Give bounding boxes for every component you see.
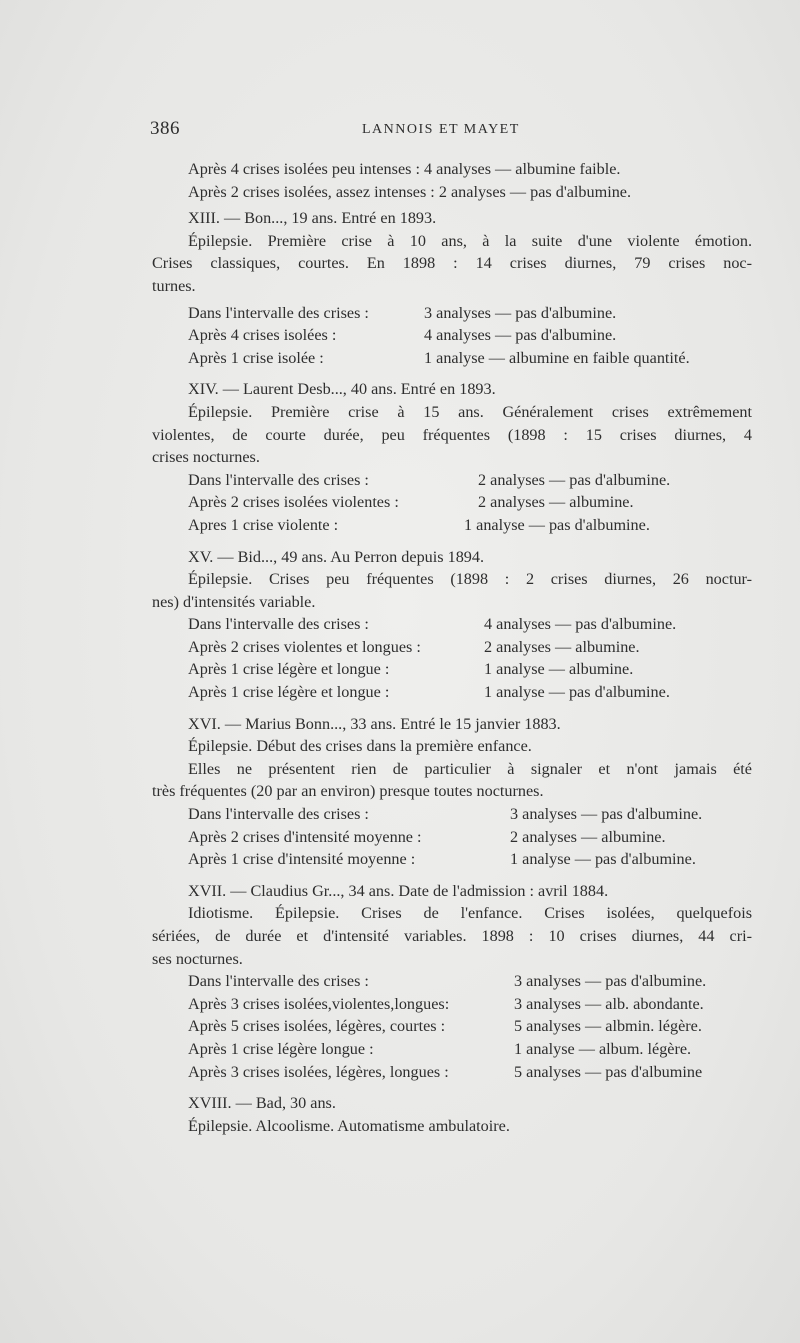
text-line: Épilepsie. Crises peu fréquentes (1898 : 2 crises diurnes, 26 noctur- <box>188 570 752 589</box>
analysis-label: Dans l'intervalle des crises : <box>188 972 369 991</box>
analysis-row <box>152 826 752 849</box>
analysis-label: Dans l'intervalle des crises : <box>188 303 369 322</box>
text-line: turnes. <box>152 276 196 295</box>
analysis-label: Après 1 crise isolée : <box>188 348 324 367</box>
analysis-row <box>152 1015 752 1038</box>
analysis-row <box>152 347 752 370</box>
analysis-row <box>152 681 752 704</box>
analysis-result: 3 analyses — alb. abondante. <box>514 994 704 1013</box>
analysis-label: Dans l'intervalle des crises : <box>188 805 369 824</box>
analysis-label: Après 2 crises isolées violentes : <box>188 493 399 512</box>
analysis-label: Après 1 crise légère et longue : <box>188 660 390 679</box>
analysis-label: Après 3 crises isolées,violentes,longues: <box>188 994 450 1013</box>
analysis-row <box>152 993 752 1016</box>
text-line: crises nocturnes. <box>152 448 260 467</box>
analysis-result: 4 analyses — pas d'albumine. <box>424 326 617 345</box>
analysis-result: 3 analyses — pas d'albumine. <box>514 972 707 991</box>
analysis-label: Après 1 crise légère et longue : <box>188 683 390 702</box>
analysis-label: Dans l'intervalle des crises : <box>188 470 369 489</box>
text-line: Épilepsie. Première crise à 10 ans, à la suite d'une violente émotion. <box>188 231 752 250</box>
analysis-row <box>152 324 752 347</box>
analysis-label: Après 4 crises isolées : <box>188 326 337 345</box>
text-line: très fréquentes (20 par an environ) presque toutes nocturnes. <box>152 782 544 801</box>
analysis-label: Après 3 crises isolées, légères, longues : <box>188 1062 449 1081</box>
analysis-row <box>152 848 752 871</box>
analysis-label: Après 2 crises d'intensité moyenne : <box>188 827 422 846</box>
analysis-result: 2 analyses — pas d'albumine. <box>478 470 671 489</box>
analysis-result: 1 analyse — pas d'albumine. <box>464 515 650 534</box>
text-line: violentes, de courte durée, peu fréquentes (1898 : 15 crises diurnes, 4 <box>152 425 752 444</box>
analysis-result: 4 analyses — pas d'albumine. <box>484 615 677 634</box>
analysis-label: Après 1 crise d'intensité moyenne : <box>188 850 416 869</box>
analysis-row <box>152 803 752 826</box>
case-heading: XIII. — Bon..., 19 ans. Entré en 1893. <box>188 209 437 228</box>
case-heading: XV. — Bid..., 49 ans. Au Perron depuis 1894. <box>188 547 485 566</box>
analysis-result: 1 analyse — album. légère. <box>514 1039 692 1058</box>
analysis-label: Apres 1 crise violente : <box>188 515 339 534</box>
analysis-row <box>152 613 752 636</box>
analysis-label: Dans l'intervalle des crises : <box>188 615 369 634</box>
text-line: ses nocturnes. <box>152 949 243 968</box>
text-line: Après 2 crises isolées, assez intenses : 2 analyses — pas d'albumine. <box>188 182 632 201</box>
analysis-row <box>152 514 752 537</box>
analysis-result: 1 analyse — pas d'albumine. <box>510 850 696 869</box>
analysis-result: 2 analyses — albumine. <box>484 637 640 656</box>
text-line: Elles ne présentent rien de particulier à signaler et n'ont jamais été <box>188 759 752 778</box>
case-heading: XIV. — Laurent Desb..., 40 ans. Entré en 1893. <box>188 380 496 399</box>
analysis-result: 2 analyses — albumine. <box>478 493 634 512</box>
analysis-row <box>152 658 752 681</box>
analysis-result: 5 analyses — pas d'albumine <box>514 1062 703 1081</box>
text-line: nes) d'intensités variable. <box>152 592 316 611</box>
analysis-result: 2 analyses — albumine. <box>510 827 666 846</box>
analysis-row <box>152 491 752 514</box>
analysis-row <box>152 636 752 659</box>
analysis-result: 1 analyse — pas d'albumine. <box>484 683 670 702</box>
analysis-label: Après 1 crise légère longue : <box>188 1039 374 1058</box>
case-heading: XVI. — Marius Bonn..., 33 ans. Entré le 15 janvier 1883. <box>188 714 561 733</box>
page-body <box>152 158 752 1137</box>
page-number: 386 <box>150 118 180 139</box>
analysis-row <box>152 1038 752 1061</box>
case-heading: XVIII. — Bad, 30 ans. <box>188 1094 336 1113</box>
analysis-row <box>152 302 752 325</box>
analysis-result: 5 analyses — albmin. légère. <box>514 1017 702 1036</box>
analysis-result: 3 analyses — pas d'albumine. <box>424 303 617 322</box>
case-heading: XVII. — Claudius Gr..., 34 ans. Date de l'admission : avril 1884. <box>188 881 609 900</box>
text-line: Épilepsie. Alcoolisme. Automatisme ambulatoire. <box>188 1116 510 1135</box>
text-line: Crises classiques, courtes. En 1898 : 14 crises diurnes, 79 crises noc- <box>152 254 752 273</box>
analysis-row <box>152 970 752 993</box>
analysis-result: 1 analyse — albumine en faible quantité. <box>424 348 690 367</box>
analysis-result: 3 analyses — pas d'albumine. <box>510 805 703 824</box>
text-line: sériées, de durée et d'intensité variables. 1898 : 10 crises diurnes, 44 cri- <box>152 927 752 945</box>
analysis-result: 1 analyse — albumine. <box>484 660 634 679</box>
page-header <box>150 118 750 142</box>
analysis-row <box>152 1061 752 1084</box>
analysis-row <box>152 469 752 492</box>
text-line: Épilepsie. Première crise à 15 ans. Généralement crises extrêmement <box>188 402 752 421</box>
analysis-label: Après 5 crises isolées, légères, courtes : <box>188 1017 446 1036</box>
text-line: Épilepsie. Début des crises dans la première enfance. <box>188 737 532 756</box>
text-line: Après 4 crises isolées peu intenses : 4 analyses — albumine faible. <box>188 160 621 178</box>
running-head: LANNOIS ET MAYET <box>362 122 520 137</box>
text-line: Idiotisme. Épilepsie. Crises de l'enfance. Crises isolées, quelquefois <box>188 904 752 923</box>
analysis-label: Après 2 crises violentes et longues : <box>188 637 421 656</box>
